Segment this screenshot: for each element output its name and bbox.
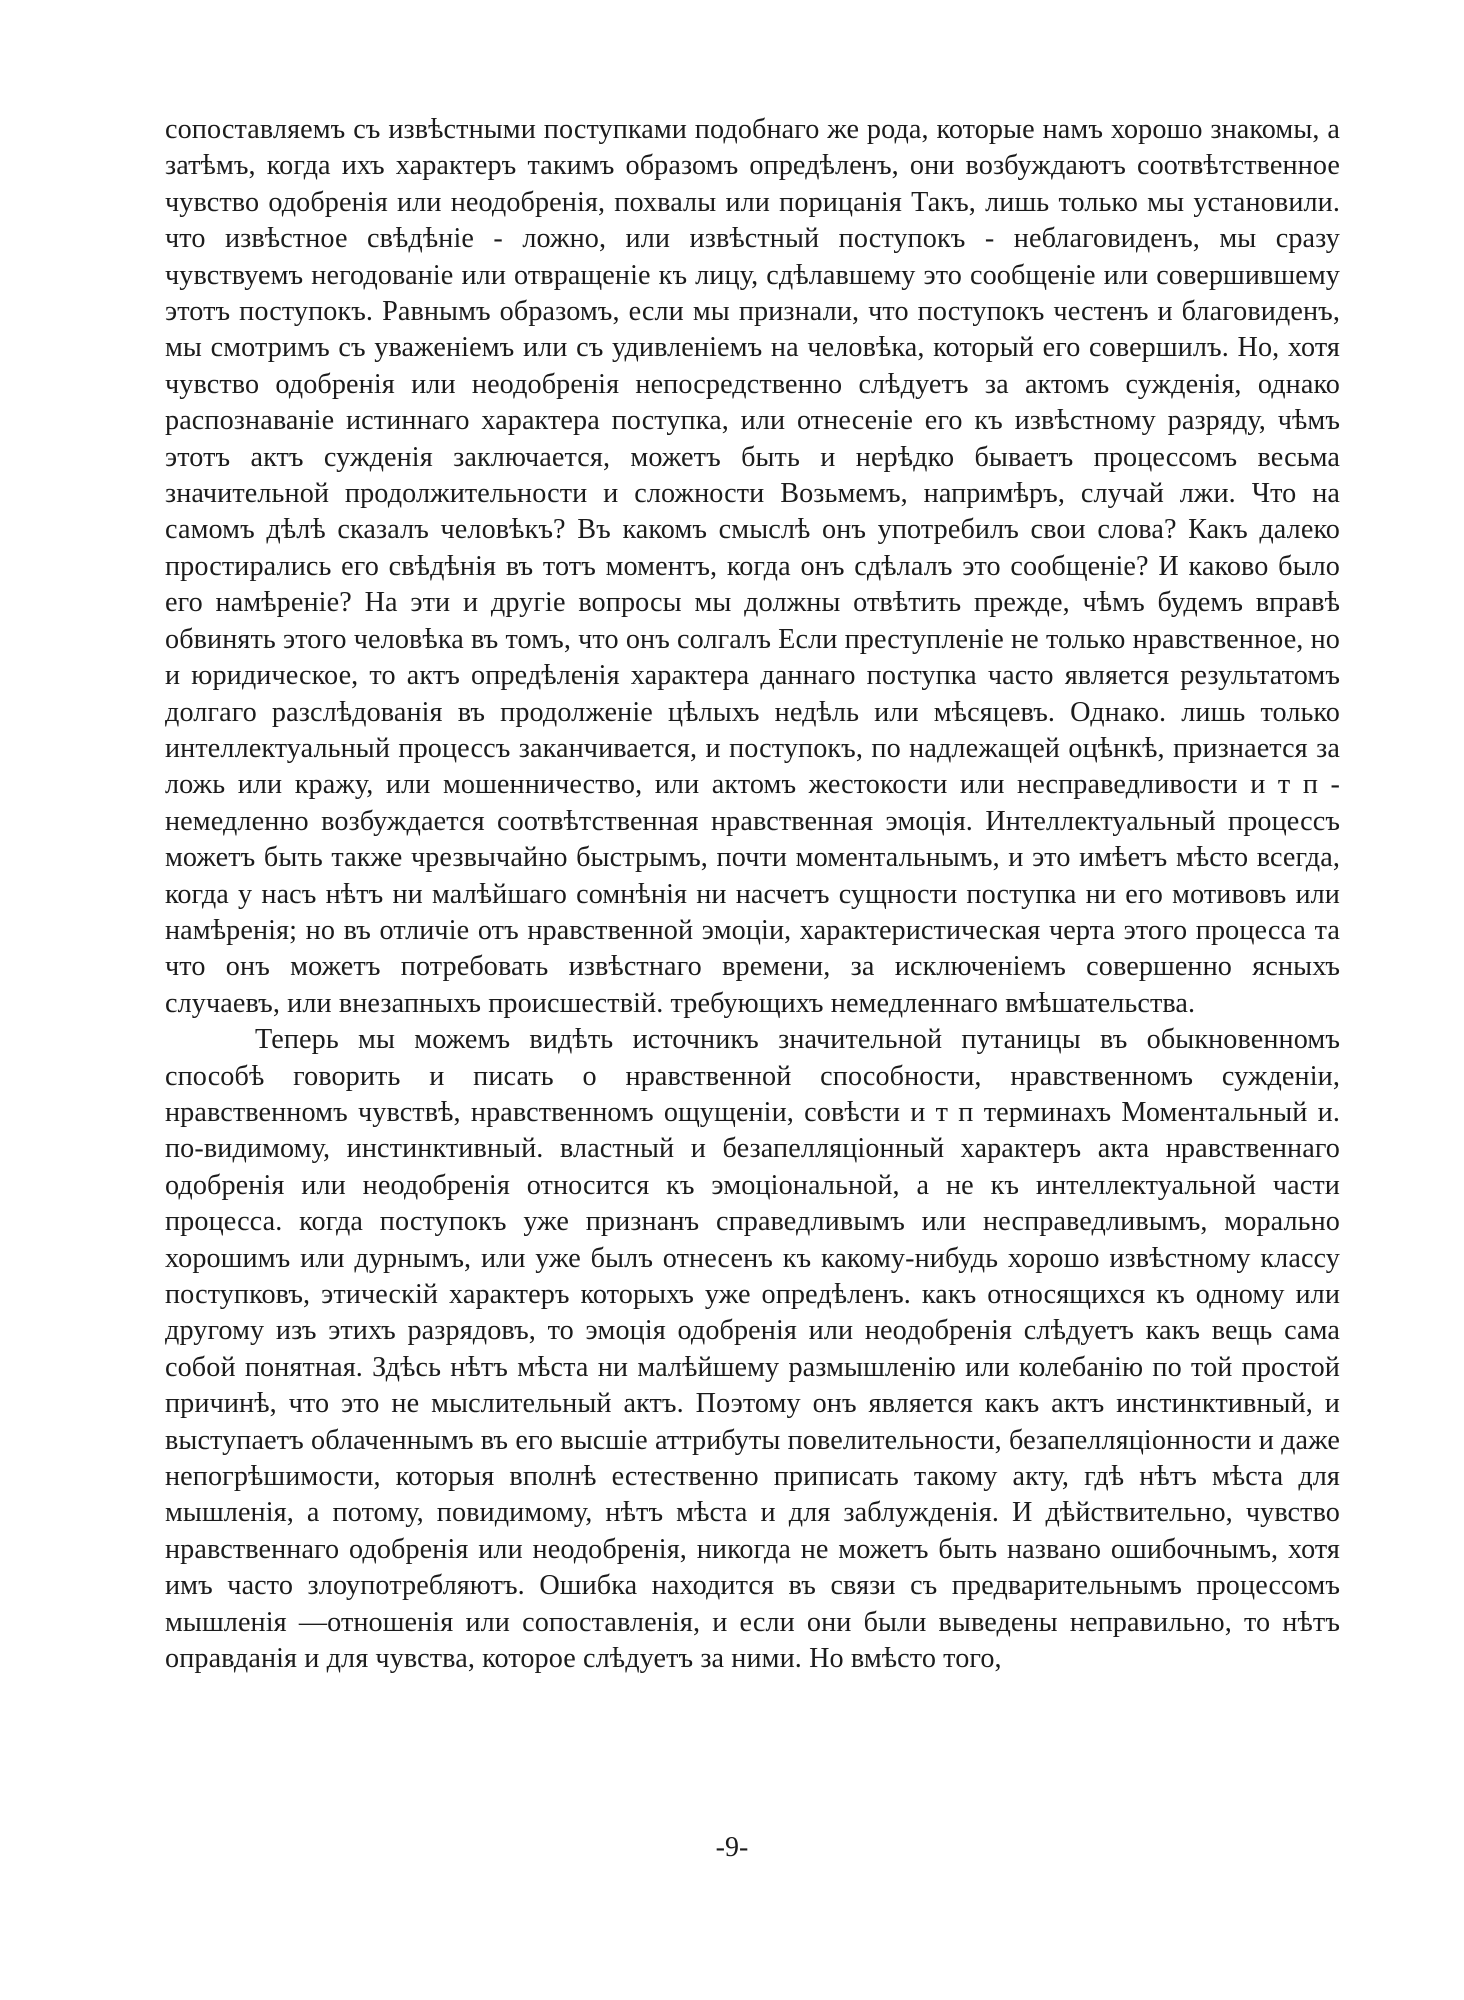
page-number: -9- — [715, 1832, 749, 1863]
document-page — [165, 112, 1340, 1677]
paragraph-continued: сопоставляемъ съ извѣстными поступками подобнаго же рода, которые намъ хорошо знакомы, а затѣмъ, когда ихъ характеръ такимъ образомъ опредѣленъ, они возбуждаютъ соотвѣтственное чувство одобренія или неодобренія, похвалы или порицанія Такъ, лишь только мы установили. что извѣстное свѣдѣніе - ложно, или извѣстный поступокъ - неблаговиденъ, мы сразу чувствуемъ негодованіе или отвращеніе къ лицу, сдѣлавшему это сообщеніе или совершившему этотъ поступокъ. Равнымъ образомъ, если мы признали, что поступокъ честенъ и благовиденъ, мы смотримъ съ уваженіемъ или съ удивленіемъ на человѣка, который его совершилъ. Но, хотя чувство одобренія или неодобренія непосредственно слѣдуетъ за актомъ сужденія, однако распознаваніе истиннаго характера поступка, или отнесеніе его къ извѣстному разряду, чѣмъ этотъ актъ сужденія заключается, можетъ быть и нерѣдко бываетъ процессомъ весьма значительной продолжительности и сложности Возьмемъ, напримѣръ, случай лжи. Что на самомъ дѣлѣ сказалъ человѣкъ? Въ какомъ смыслѣ онъ употребилъ свои слова? Какъ далеко простирались его свѣдѣнія въ тотъ моментъ, когда онъ сдѣлалъ это сообщеніе? И каково было его намѣреніе? На эти и другіе вопросы мы должны отвѣтить прежде, чѣмъ будемъ вправѣ обвинять этого человѣка въ томъ, что онъ солгалъ Если преступленіе не только нравственное, но и юридическое, то актъ опредѣленія характера даннаго поступка часто является результатомъ долгаго разслѣдованія въ продолженіе цѣлыхъ недѣль или мѣсяцевъ. Однако. лишь только интеллектуальный процессъ заканчивается, и поступокъ, по надлежащей оцѣнкѣ, признается за ложь или кражу, или мошенничество, или актомъ жестокости или несправедливости и т п - немедленно возбуждается соотвѣтственная нравственная эмоція. Интеллектуальный процессъ можетъ быть также чрезвычайно быстрымъ, почти моментальнымъ, и это имѣетъ мѣсто всегда, когда у насъ нѣтъ ни малѣйшаго сомнѣнія ни насчетъ сущности поступка ни его мотивовъ или намѣренія; но въ отличіе отъ нравственной эмоціи, характеристическая черта этого процесса та что онъ можетъ потребовать извѣстнаго времени, за исключеніемъ совершенно ясныхъ случаевъ, или внезапныхъ происшествій. требующихъ немедленнаго вмѣшательства. — [165, 114, 1340, 1019]
paragraph: Теперь мы можемъ видѣть источникъ значительной путаницы въ обыкновенномъ способѣ говорить и писать о нравственной способности, нравственномъ сужденіи, нравственномъ чувствѣ, нравственномъ ощущеніи, совѣсти и т п терминахъ Моментальный и. по-видимому, инстинктивный. властный и безапелляціонный характеръ акта нравственнаго одобренія или неодобренія относится къ эмоціональной, а не къ интеллектуальной части процесса. когда поступокъ уже признанъ справедливымъ или несправедливымъ, морально хорошимъ или дурнымъ, или уже былъ отнесенъ къ какому-нибудь хорошо извѣстному классу поступковъ, этическій характеръ которыхъ уже опредѣленъ. какъ относящихся къ одному или другому изъ этихъ разрядовъ, то эмоція одобренія или неодобренія слѣдуетъ какъ вещь сама собой понятная. Здѣсь нѣтъ мѣста ни малѣйшему размышленію или колебанію по той простой причинѣ, что это не мыслительный актъ. Поэтому онъ является какъ актъ инстинктивный, и выступаетъ облаченнымъ въ его высшіе аттрибуты повелительности, безапелляціонности и даже непогрѣшимости, которыя вполнѣ естественно приписать такому акту, гдѣ нѣтъ мѣста для мышленія, а потому, повидимому, нѣтъ мѣста и для заблужденія. И дѣйствительно, чувство нравственнаго одобренія или неодобренія, никогда не можетъ быть названо ошибочнымъ, хотя имъ часто злоупотребляютъ. Ошибка находится въ связи съ предварительнымъ процессомъ мышленія —отношенія или сопоставленія, и если они были выведены неправильно, то нѣтъ оправданія и для чувства, которое слѣдуетъ за ними. Но вмѣсто того, — [165, 1024, 1340, 1675]
